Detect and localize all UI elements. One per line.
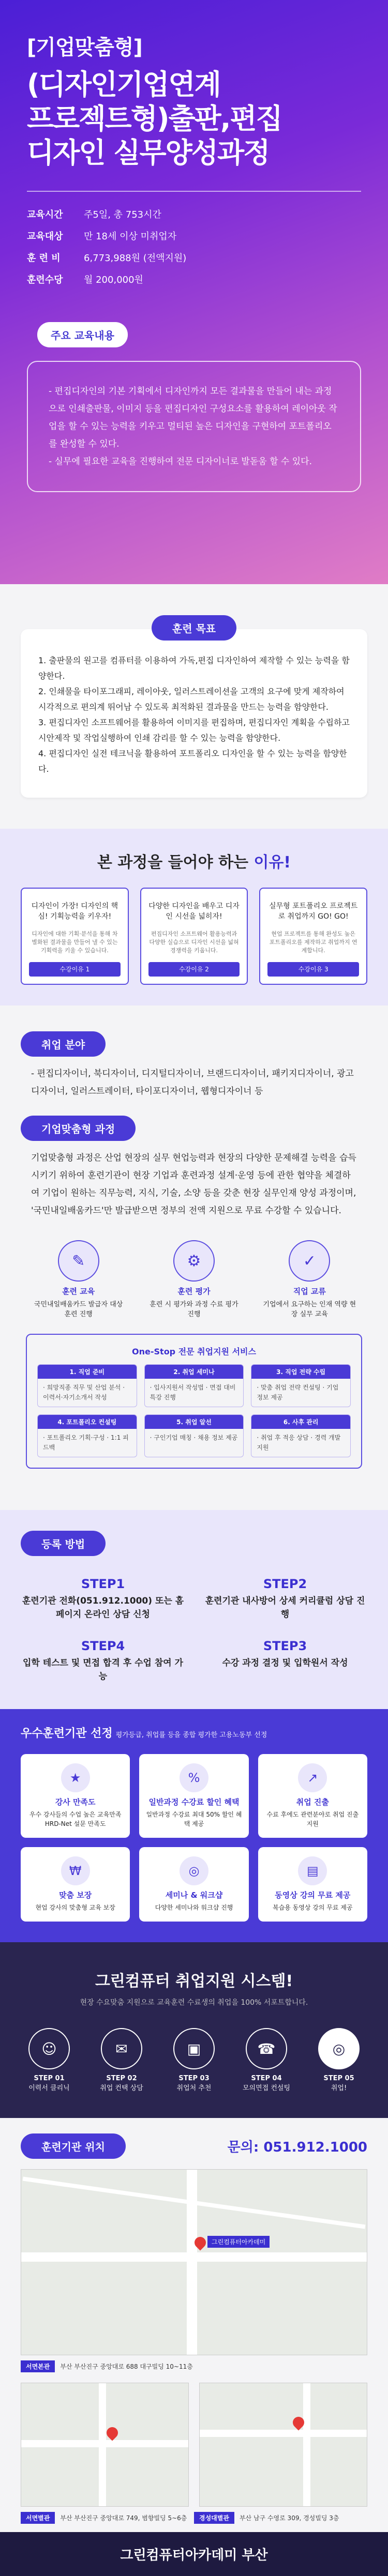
info-key: 교육대상 [27, 231, 63, 242]
one-stop-head: 4. 포트폴리오 컨설팅 [38, 1415, 137, 1429]
process-item [32, 1240, 125, 1318]
map-road [200, 2430, 367, 2437]
gear-icon: ⚙ [173, 1240, 215, 1282]
excellent-item-desc: 수료 후에도 관련분야로 취업 진출 지원 [266, 1811, 359, 1827]
system-step-label: STEP 05 [323, 2075, 354, 2082]
excellent-item-desc: 다양한 세미나와 워크샵 진행 [155, 1904, 233, 1911]
info-row [27, 251, 361, 264]
why-cards [21, 888, 367, 985]
course-info [27, 207, 361, 286]
pencil-icon: ✎ [58, 1240, 99, 1282]
branch-maps [21, 2383, 367, 2507]
system-step [310, 2028, 367, 2092]
branch-address: 부산 남구 수영로 309, 경성빌딩 3층 [239, 2514, 339, 2522]
why-card-foot: 수강이유 2 [148, 962, 240, 977]
system-title: 그린컴퓨터 취업지원 시스템! [95, 1972, 293, 1990]
branch-address: 부산 부산진구 중앙대로 688 대구빌딩 10~11층 [60, 2363, 193, 2370]
video-icon: ▤ [298, 1856, 327, 1885]
goal-item: 4. 편집디자인 실전 테크닉을 활용하여 포트폴리오 디자인을 할 수 있는 능력을 함양한다. [38, 749, 347, 774]
excellent-item-title: 취업 진출 [296, 1797, 329, 1807]
excellent-item [258, 1754, 367, 1838]
enroll-step [21, 1577, 185, 1621]
why-card-body: 편집디자인 소프트웨어 활용능력과 다양한 실습으로 디자인 시선을 넓혀 경쟁력을 키웁니다. [149, 931, 239, 954]
hero-title-line3: 디자인 실무양성과정 [27, 136, 270, 169]
why-card-foot: 수강이유 3 [267, 962, 359, 977]
info-key: 훈련수당 [27, 275, 63, 285]
system-step [21, 2028, 78, 2092]
excellent-title [21, 1725, 367, 1741]
building-icon: ▣ [173, 2028, 215, 2069]
why-card-body: 현업 프로젝트를 통해 완성도 높은 포트폴리오를 제작하고 취업까지 연계합니다. [269, 931, 357, 954]
map-road [303, 2383, 310, 2506]
system-step-label: STEP 04 [251, 2075, 282, 2082]
excellent-sub: 평가등급, 취업률 등을 종합 평가한 고용노동부 선정 [115, 1731, 267, 1739]
target-icon: ◎ [318, 2028, 360, 2069]
enroll-step [21, 1639, 185, 1683]
one-stop-body: · 취업 후 적응 상담 · 경력 개발 지원 [257, 1434, 341, 1451]
excellent-item-title: 일반과정 수강료 할인 혜택 [148, 1797, 240, 1807]
one-stop-body: · 포트폴리오 기획·구성 · 1:1 피드백 [43, 1434, 129, 1451]
map-road [187, 2170, 197, 2355]
info-value: 만 18세 이상 미취업자 [84, 231, 177, 242]
goal-section [0, 615, 388, 798]
goal-card [21, 629, 367, 798]
one-stop-item [37, 1414, 137, 1457]
hero-title-line2: 프로젝트형)출판,편집 [27, 102, 282, 135]
excellent-title-text: 우수훈련기관 선정 [21, 1727, 113, 1740]
one-stop-body: · 희망직종 직무 및 산업 분석 · 이력서·자기소개서 작성 [43, 1384, 125, 1401]
why-section [0, 829, 388, 1005]
why-card-body: 디자인에 대한 기획·분석을 통해 차별화된 결과물을 만들어 낼 수 있는 기획력을 키울 수 있습니다. [32, 931, 118, 954]
goal-item: 2. 인쇄물을 타이포그래피, 레이아웃, 일러스트레이션을 고객의 요구에 맞게 제작하여 시각적으로 편의계 뛰어남 수 있도록 최적화된 결과물을 만드는 능력을 함양한다. [38, 687, 345, 712]
why-card-head: 실무형 포트폴리오 프로젝트로 취업까지 GO! GO! [269, 902, 358, 921]
process-item [147, 1240, 241, 1318]
excellent-item-title: 세미나 & 워크샵 [165, 1891, 223, 1900]
enroll-section [0, 1510, 388, 1709]
branch-map[interactable] [21, 2383, 189, 2507]
location-head [0, 2118, 388, 2169]
custom-text: 기업맞춤형 과정은 산업 현장의 실무 현업능력과 현장의 다양한 문제해결 능력을 습득시키기 위하여 훈련기관이 현장 기업과 훈련과정 설계·운영 등에 관한 협약을 체결하여 기업이 원하는 직무능력, 지식, 기술, 소양 등을 갖춘 현장 실무인재 양성 과정이며, '국민내일배움카드'만 발급받으면 정부의 전액 지원으로 무료 수강할 수 있습니다. [31, 1153, 356, 1216]
system-step [166, 2028, 222, 2092]
target-icon: ◎ [180, 1856, 208, 1885]
process-desc: 기업에서 요구하는 인재 역량 현장 실무 교육 [263, 1301, 356, 1318]
why-card [259, 888, 367, 985]
excellent-item-desc: 우수 강사들의 수업 높은 교육만족 HRD-Net 설문 만족도 [29, 1811, 122, 1827]
system-step-desc: 모의면접 컨설팅 [242, 2084, 291, 2092]
check-icon: ✓ [289, 1240, 330, 1282]
system-step-desc: 취업처 추천 [176, 2084, 212, 2092]
job-text: - 편집디자이너, 북디자이너, 디지털디자이너, 브랜드디자이너, 패키지디자이너, 광고디자이너, 일러스트레이터, 타이포디자이너, 웹형디자이너 등 [31, 1069, 354, 1096]
one-stop-title: One-Stop 전문 취업지원 서비스 [132, 1347, 256, 1356]
enroll-step [203, 1639, 367, 1683]
enroll-badge: 등록 방법 [21, 1531, 106, 1556]
hero-divider [27, 191, 361, 192]
job-section [0, 1031, 388, 1100]
location-badge: 훈련기관 위치 [21, 2133, 126, 2159]
why-card [21, 888, 129, 985]
one-stop-body: · 입사지원서 작성법 · 면접 대비 특강 진행 [150, 1384, 236, 1401]
system-step-label: STEP 03 [178, 2075, 210, 2082]
step-desc: 훈련기관 전화(051.912.1000) 또는 홈페이지 온라인 상담 신청 [22, 1596, 184, 1620]
job-badge: 취업 분야 [21, 1031, 106, 1057]
enroll-steps [21, 1577, 367, 1683]
excellent-item [21, 1754, 130, 1838]
one-stop-body: · 맞춤 취업 전략 컨설팅 · 기업 정보 제공 [257, 1384, 339, 1401]
main-content-badge-wrap [27, 322, 361, 347]
process-title: 훈련 평가 [177, 1287, 211, 1296]
process-title: 직업 교류 [293, 1287, 326, 1296]
one-stop-head: 2. 취업 세미나 [145, 1365, 244, 1379]
main-address [21, 2360, 367, 2372]
enroll-step [203, 1577, 367, 1621]
branch-label: 경성대별관 [194, 2512, 234, 2524]
why-card [140, 888, 248, 985]
custom-section [0, 1116, 388, 1469]
hero-tag: [기업맞춤형] [27, 36, 142, 59]
hero-title [27, 68, 361, 170]
excellent-section [0, 1709, 388, 1942]
system-step-desc: 이력서 클리닉 [28, 2084, 70, 2092]
one-stop-box [26, 1334, 362, 1469]
step-desc: 훈련기관 내사방어 상세 커리큘럼 상담 진행 [205, 1596, 365, 1620]
step-label: STEP3 [263, 1639, 307, 1653]
person-icon: ☺ [28, 2028, 70, 2069]
hero-title-line1: (디자인기업연계 [27, 68, 220, 101]
excellent-item [139, 1847, 248, 1922]
excellent-item-title: 동영상 강의 무료 제공 [275, 1891, 351, 1900]
excellent-item-desc: 복습용 동영상 강의 무료 제공 [273, 1904, 353, 1911]
system-step-label: STEP 01 [34, 2075, 65, 2082]
one-stop-item [37, 1364, 137, 1407]
one-stop-head: 1. 직업 준비 [38, 1365, 137, 1379]
info-row [27, 207, 361, 221]
discount-icon: % [180, 1763, 208, 1792]
step-desc: 수강 과정 결정 및 입학원서 작성 [222, 1658, 348, 1668]
map-road [99, 2383, 106, 2506]
system-step [238, 2028, 295, 2092]
goal-badge: 훈련 목표 [152, 615, 236, 641]
one-stop-head: 5. 취업 알선 [145, 1415, 244, 1429]
one-stop-item [251, 1364, 351, 1407]
system-step [93, 2028, 150, 2092]
excellent-item-title: 강사 만족도 [55, 1797, 96, 1807]
why-card-foot: 수강이유 1 [29, 962, 121, 977]
step-label: STEP4 [81, 1639, 125, 1653]
excellent-item [139, 1754, 248, 1838]
excellent-item-desc: 일반과정 수강료 최대 50% 할인 혜택 제공 [146, 1811, 242, 1827]
excellent-grid [21, 1754, 367, 1922]
step-label: STEP2 [263, 1577, 307, 1591]
process-row [21, 1240, 367, 1318]
money-icon: ₩ [61, 1856, 90, 1885]
system-sub: 현장 수요맞춤 지원으로 교육훈련 수료생의 취업을 100% 서포트합니다. [80, 1999, 308, 2007]
system-section [0, 1942, 388, 2118]
footer-brand: 그린컴퓨터아카데미 부산 [0, 2532, 388, 2576]
phone-number[interactable]: 문의: 051.912.1000 [227, 2140, 367, 2155]
main-content-badge: 주요 교육내용 [37, 322, 128, 347]
step-desc: 입학 테스트 및 면접 합격 후 수업 참여 가능 [22, 1658, 184, 1682]
map-pin-label: 그린컴퓨터아카데미 [207, 2236, 270, 2248]
one-stop-head: 3. 직업 전략 수립 [251, 1365, 350, 1379]
hero [0, 0, 388, 584]
process-title: 훈련 교육 [62, 1287, 95, 1296]
why-card-head: 디자인이 가장! 디자인의 핵심! 기획능력을 키우자! [31, 902, 118, 921]
growth-icon: ↗ [298, 1763, 327, 1792]
location-pin-icon [104, 2425, 120, 2441]
branch-map[interactable] [199, 2383, 367, 2507]
system-step-label: STEP 02 [106, 2075, 137, 2082]
process-desc: 훈련 시 평가와 과정 수료 평가 진행 [150, 1301, 238, 1318]
info-key: 교육시간 [27, 209, 63, 220]
process-item [263, 1240, 356, 1318]
branch-address-row [21, 2512, 194, 2524]
one-stop-grid [37, 1364, 351, 1457]
main-map[interactable] [21, 2169, 367, 2355]
system-step-desc: 취업! [331, 2084, 347, 2092]
info-key: 훈 련 비 [27, 253, 61, 264]
one-stop-item [144, 1414, 244, 1457]
process-desc: 국민내일배움카드 발급자 대상 훈련 진행 [34, 1301, 123, 1318]
branch-address-row [194, 2512, 367, 2524]
why-title [21, 849, 367, 872]
excellent-item-desc: 현업 강사의 맞춤형 교육 보장 [35, 1904, 115, 1911]
step-label: STEP1 [81, 1577, 125, 1591]
branch-address: 부산 부산진구 중앙대로 749, 범향빌딩 5~6층 [60, 2514, 187, 2522]
star-icon: ★ [61, 1763, 90, 1792]
intro-text: - 편집디자인의 기본 기획에서 디자인까지 모든 결과물을 만들어 내는 과정으로 인쇄출판물, 이미지 등을 편집디자인 구성요소를 활용하여 레이아웃 작업을 할 수 있는 능력을 키우고 멀티된 높은 디자인을 구현하여 포트폴리오를 완성할 수 있다. - 실무에 필요한 교육을 진행하여 전문 디자이너로 발돋움 할 수 있다. [27, 361, 361, 492]
info-value: 주5일, 총 753시간 [84, 209, 161, 220]
info-row [27, 229, 361, 242]
phone-icon: ☎ [246, 2028, 287, 2069]
info-value: 6,773,988원 (전액지원) [84, 253, 187, 264]
one-stop-item [144, 1364, 244, 1407]
goal-item: 3. 편집디자인 소프트웨어를 활용하여 이미지를 편집하며, 편집디자인 계획을 수립하고 시안제작 및 작업실행하여 인쇄 감리를 할 수 있는 능력을 함양한다. [38, 718, 350, 743]
mail-icon: ✉ [101, 2028, 142, 2069]
why-title-b: 이유! [253, 853, 291, 872]
custom-badge: 기업맞춤형 과정 [21, 1116, 136, 1141]
info-value: 월 200,000원 [84, 275, 143, 285]
excellent-item [21, 1847, 130, 1922]
branch-label: 서면별관 [21, 2512, 55, 2524]
info-row [27, 272, 361, 286]
excellent-item-title: 맞춤 보장 [59, 1891, 92, 1900]
system-step-desc: 취업 컨택 상담 [100, 2084, 143, 2092]
why-title-a: 본 과정을 들어야 하는 [97, 853, 254, 872]
branch-addresses [21, 2507, 367, 2529]
excellent-item [258, 1847, 367, 1922]
why-card-head: 다양한 디자인을 배우고 디자인 시선을 넓히자! [148, 902, 240, 921]
one-stop-body: · 구인기업 매칭 · 채용 정보 제공 [150, 1434, 238, 1441]
one-stop-head: 6. 사후 관리 [251, 1415, 350, 1429]
one-stop-item [251, 1414, 351, 1457]
goal-item: 1. 출판물의 원고를 컴퓨터를 이용하여 가독,편집 디자인하여 제작할 수 있는 능력을 함양한다. [38, 656, 350, 681]
branch-label: 서면본관 [21, 2360, 55, 2372]
system-steps [21, 2028, 367, 2092]
